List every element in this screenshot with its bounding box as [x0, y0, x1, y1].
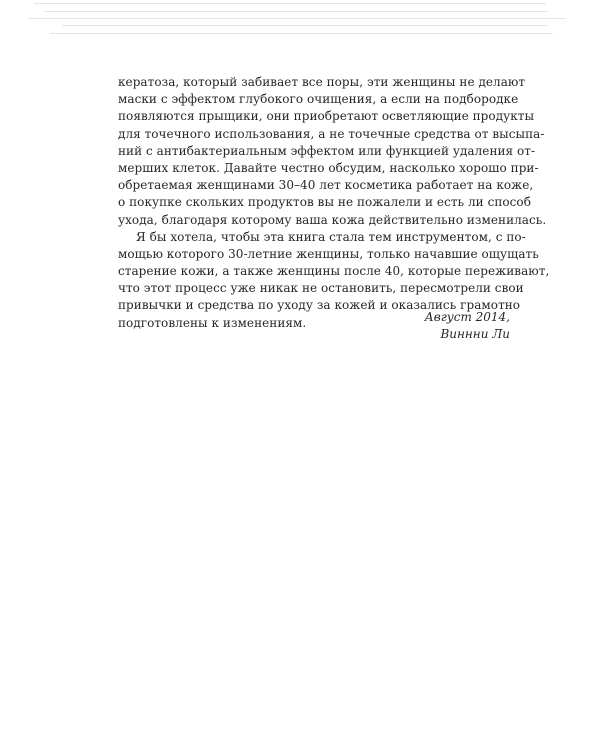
paragraph-1: [118, 74, 547, 229]
text-line: привычки и средства по уходу за кожей и оказались грамотно: [118, 298, 521, 313]
text-line: ний с антибактериальным эффектом или функцией удаления от-: [118, 143, 536, 158]
text-line: мощью которого 30-летние женщины, только начавшие ощущать: [118, 246, 539, 261]
text-line: ухода, благодаря которому ваша кожа действительно изменилась.: [118, 212, 547, 227]
text-line: подготовлены к изменениям.: [118, 315, 307, 330]
text-line: обретаемая женщинами 30–40 лет косметика работает на коже,: [118, 178, 534, 193]
text-line: старение кожи, а также женщины после 40, которые переживают,: [118, 264, 550, 279]
text-line: для точечного использования, а не точечные средства от высыпа-: [118, 126, 545, 141]
text-line: что этот процесс уже никак не остановить, пересмотрели свои: [118, 281, 524, 296]
text-line: появляются прыщики, они приобретают осветляющие продукты: [118, 109, 535, 124]
text-line: Я бы хотела, чтобы эта книга стала тем инструментом, с по-: [136, 229, 526, 244]
signature-author: Виннни Ли: [440, 327, 510, 341]
signature-block: [350, 309, 510, 343]
text-line: о покупке скольких продуктов вы не пожалели и есть ли способ: [118, 195, 531, 210]
faint-bleedthrough-top: [0, 0, 600, 42]
text-line: мерших клеток. Давайте честно обсудим, насколько хорошо при-: [118, 160, 539, 175]
book-page: [118, 74, 550, 332]
text-line: маски с эффектом глубокого очищения, а если на подбородке: [118, 92, 519, 107]
signature-date: Август 2014,: [424, 310, 510, 324]
text-line: кератоза, который забивает все поры, эти женщины не делают: [118, 75, 526, 89]
